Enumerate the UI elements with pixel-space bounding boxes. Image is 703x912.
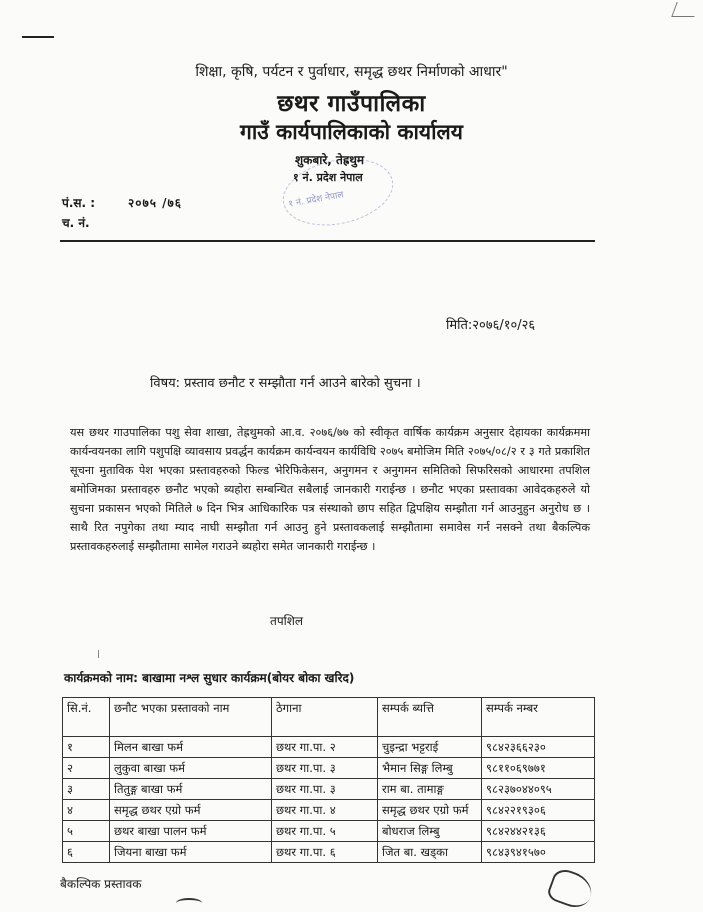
cell-contact-number: ९८४२४४२१३६: [482, 821, 595, 842]
col-address: ठेगाना: [272, 698, 378, 737]
table-row: [63, 821, 595, 842]
col-contact-person: सम्पर्क ब्यत्ति: [378, 698, 482, 737]
cell-address: छथर गा.पा. ३: [272, 758, 378, 779]
selection-table: [62, 697, 595, 863]
details-heading: तपशिल: [270, 614, 304, 628]
signature: [545, 866, 596, 912]
cell-serial: १: [63, 737, 110, 758]
cell-contact-number: ९८४२३६६२३०: [482, 737, 595, 758]
cell-serial: ४: [63, 800, 110, 821]
cell-contact-person: बोधराज लिम्बु: [378, 821, 482, 842]
cell-proposal-name: जियना बाखा फर्म: [110, 842, 272, 863]
cell-address: छथर गा.पा. ६: [272, 842, 378, 863]
cell-contact-person: जित बा. खड्का: [378, 842, 482, 863]
stray-mark: [98, 650, 99, 658]
cell-contact-number: ९८४३९४१५७०: [482, 842, 595, 863]
table-row: [63, 737, 595, 758]
cell-contact-person: राम बा. तामाङ्ग: [378, 779, 482, 800]
table-row: [63, 842, 595, 863]
cell-address: छथर गा.पा. २: [272, 737, 378, 758]
col-contact-number: सम्पर्क नम्बर: [482, 698, 595, 737]
table-row: [63, 758, 595, 779]
stamp-text: १ नं. प्रदेश नेपाल: [287, 190, 345, 210]
table-row: [63, 779, 595, 800]
office-province: १ नं. प्रदेश नेपाल: [293, 171, 363, 184]
alternate-proposals-label: बैकल्पिक प्रस्तावक: [60, 877, 142, 891]
cell-proposal-name: लुकुवा बाखा फर्म: [110, 758, 272, 779]
cell-serial: २: [63, 758, 110, 779]
office-name: गाउँ कार्यपालिकाको कार्यालय: [240, 120, 463, 144]
letter-date: मिति:२०७६/१०/२६: [446, 318, 536, 333]
cell-proposal-name: मिलन बाखा फर्म: [110, 737, 272, 758]
corner-mark: [671, 2, 699, 17]
cell-serial: ५: [63, 821, 110, 842]
col-proposal-name: छनौट भएका प्रस्तावको नाम: [110, 698, 272, 737]
header-divider: [60, 240, 595, 242]
cell-serial: ६: [63, 842, 110, 863]
cn-label: च. नं.: [62, 216, 90, 230]
cell-proposal-name: समृद्ध छथर एग्रो फर्म: [110, 800, 272, 821]
office-place: शुकबारे, तेह्रथुम: [295, 153, 365, 167]
cell-proposal-name: तितुङ्ग बाखा फर्म: [110, 779, 272, 800]
cell-contact-person: चुइन्द्रा भट्टराई: [378, 737, 482, 758]
table-row: [63, 800, 595, 821]
org-name: छथर गाउँपालिका: [277, 91, 426, 117]
cell-address: छथर गा.पा. ३: [272, 779, 378, 800]
ps-value: २०७५ /७६: [128, 196, 183, 210]
cell-contact-number: ९८४२२१९३०६: [482, 800, 595, 821]
pen-scribble: [176, 898, 202, 908]
margin-dash: [22, 36, 54, 38]
table-header-row: [63, 698, 595, 737]
letter-subject: विषय: प्रस्ताव छनौट र सम्झौता गर्न आउने बारेको सुचना ।: [150, 376, 421, 391]
cell-address: छथर गा.पा. ५: [272, 821, 378, 842]
cell-contact-number: ९८११०६९७७१: [482, 758, 595, 779]
letter-body: यस छथर गाउपालिका पशु सेवा शाखा, तेह्रथुमको आ.व. २०७६/७७ को स्वीकृत वार्षिक कार्यक्रम अनुसार देहायका कार्यक्रममा कार्यन्वयनका लागि पशुपक्षि व्यावसाय प्रवर्द्धन कार्यक्रम कार्यन्वयन कार्यविधि २०७५ बमोजिम मिति २०७५/०८/२ र ३ गते प्रकाशित सूचना मुताविक पेश भएका प्रस्तावहरुको फिल्ड भेरिफिकेसन, अनुगमन र अनुगमन समितिको सिफरिसको आधारमा तपशिल बमोजिमका प्रस्तावहरु छनौट भएको ब्यहोरा सम्बन्धित सबैलाई जानकारी गराईन्छ । छनौट भएका प्रस्तावका आवेदकहरुले यो सुचना प्रकासन भएको मितिले ७ दिन भित्र आधिकारिक पत्र संस्थाको छाप सहित द्विपक्षिय सम्झौता गर्न आउनुहुन अनुरोध छ । साथै रित नपुगेका तथा म्याद नाघी सम्झौता गर्न आउनु हुने प्रस्तावकलाई सम्झौतामा समावेस गर्न नसक्ने तथा बैकल्पिक प्रस्तावकहरुलाई सम्झौतामा सामेल गराउने ब्यहोरा समेत जानकारी गराईन्छ ।: [70, 426, 590, 553]
cell-serial: ३: [63, 779, 110, 800]
cell-address: छथर गा.पा. ४: [272, 800, 378, 821]
col-serial: सि.नं.: [63, 698, 110, 737]
cell-contact-person: भैमान सिङ्ग लिम्बु: [378, 758, 482, 779]
letterhead-motto: शिक्षा, कृषि, पर्यटन र पुर्वाधार, समृद्ध छथर निर्माणको आधार": [195, 64, 508, 80]
cell-contact-number: ९८२३७०४४०९५: [482, 779, 595, 800]
cell-contact-person: समृद्ध छथर एग्रो फर्म: [378, 800, 482, 821]
ps-label: पं.स. :: [62, 196, 96, 210]
cell-proposal-name: छथर बाखा पालन फर्म: [110, 821, 272, 842]
program-title: कार्यक्रमको नाम: बाखामा नश्ल सुधार कार्यक्रम(बोयर बोका खरिद): [64, 671, 355, 685]
